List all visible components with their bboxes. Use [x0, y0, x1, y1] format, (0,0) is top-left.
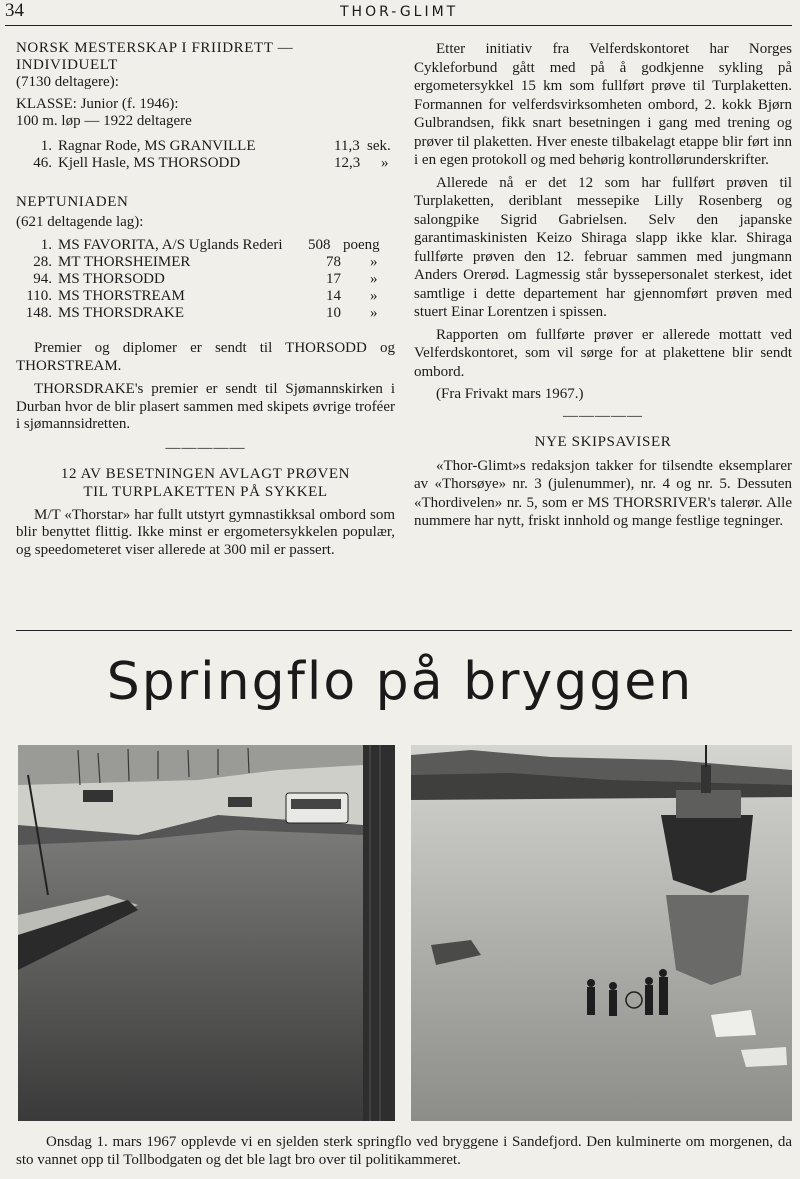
thorstar-paragraph: M/T «Thorstar» har fullt utstyrt gymnastikksal ombord som blir benyttet flittig. Ikke minst er ergometersykkelen populær, og speedometeret viser allerede at 300 mil er passert.: [16, 506, 395, 558]
result-row: 1. MS FAVORITA, A/S Uglands Rederi 508 poeng: [40, 237, 380, 253]
page-header: [0, 0, 800, 28]
plaquette-heading: 12 AV BESETNINGEN AVLAGT PRØVEN TIL TURPLAKETTEN PÅ SYKKEL: [60, 465, 351, 500]
left-column: [16, 40, 395, 565]
prizes-paragraph: Premier og diplomer er sendt til THORSODD og THORSTREAM.: [16, 340, 395, 374]
result-row: 148. MS THORSDRAKE 10 »: [25, 305, 378, 321]
championship-results: [16, 138, 395, 172]
report-paragraph: Rapporten om fullførte prøver er allerede mottatt ved Velferdskontoret, som vil sørge for at plakettene blir sendt ombord.: [414, 326, 792, 380]
section-dashes: —————: [563, 407, 643, 424]
neptuniaden-heading: NEPTUNIADEN: [16, 194, 129, 210]
feature-title: Springflo på bryggen: [106, 652, 694, 712]
participants-count: (7130 deltagere):: [16, 74, 119, 90]
thorsdrake-paragraph: THORSDRAKE's premier er sendt til Sjømannskirken i Durban hvor de blir plasert sammen med skipets øvrige troféer i sjømannsidretten.: [16, 381, 395, 432]
header-rule: [5, 25, 792, 26]
ship-newspapers-heading: NYE SKIPSAVISER: [534, 433, 672, 450]
flooded-street-photo: [18, 745, 395, 1121]
neptuniaden-results: [16, 237, 395, 322]
result-row: 28. MT THORSHEIMER 78 »: [33, 254, 378, 270]
initiative-paragraph: Etter initiativ fra Velferdskontoret har Norges Cykleforbund gått med på å godkjenne sykling på ergometersykkel 15 km som fullført prøve til Turplaketten. Formannen for velferdsvirksomheten ombord, 2. kokk Bjørn Gulbrandsen, fikk snart besetningen i gang med trening og prøver til plaketten. Hver eneste tilbakelagt etappe blir ført inn i en egen protokoll og med behørig kontrollørunderskrifter.: [414, 41, 792, 168]
source-credit: (Fra Frivakt mars 1967.): [436, 386, 584, 402]
section-dashes: —————: [165, 439, 246, 456]
running-title: THOR-GLIMT: [340, 4, 459, 20]
neptuniaden-participants: (621 deltagende lag):: [16, 214, 144, 230]
event-label: 100 m. løp — 1922 deltagere: [16, 113, 192, 129]
result-row: 110. MS THORSTREAM 14 »: [26, 288, 378, 304]
championship-heading: NORSK MESTERSKAP I FRIIDRETT — INDIVIDUELT: [16, 40, 294, 73]
photo-caption: Onsdag 1. mars 1967 opplevde vi en sjelden sterk springflo ved bryggene i Sandefjord. Den kulminerte om morgenen, da sto vannet opp til Tollbodgaten og det ble lagt bro over til politikammeret.: [16, 1134, 792, 1168]
page-number: 34: [5, 0, 24, 21]
completed-paragraph: Allerede nå er det 12 som har fullført prøven til Turplaketten, deriblant messepike Lilly Rosenberg og salongpike Sigrid Gabrielsen. Selv den japanske garantimaskinisten Keizo Shiraga slapp ikke klar. Shiraga fullførte prøven den 12. februar sammen med jungmann Anders Orerød. Lagmessig står byssepersonalet sterkest, idet samtlige i dette departement har gjennomført prøven med stuert Einar Lorentzen i spissen.: [414, 174, 792, 320]
right-column: [414, 40, 792, 535]
section-rule: [16, 630, 792, 631]
ship-ice-photo: [411, 745, 792, 1121]
class-label: KLASSE: Junior (f. 1946):: [16, 96, 179, 112]
result-row: 94. MS THORSODD 17 »: [33, 271, 378, 287]
result-row: 46. Kjell Hasle, MS THORSODD 12,3 »: [33, 155, 389, 171]
newspapers-paragraph: «Thor-Glimt»s redaksjon takker for tilsendte eksemplarer av «Thorsøye» nr. 3 (julenummer), nr. 4 og nr. 5. Dessuten «Thordivelen» nr. 5, som er MS THORSRIVER's talerør. Alle nummere har nytt, friskt innhold og mange festlige tegninger.: [414, 457, 792, 529]
result-row: 1. Ragnar Rode, MS GRANVILLE 11,3 sek.: [40, 138, 391, 154]
